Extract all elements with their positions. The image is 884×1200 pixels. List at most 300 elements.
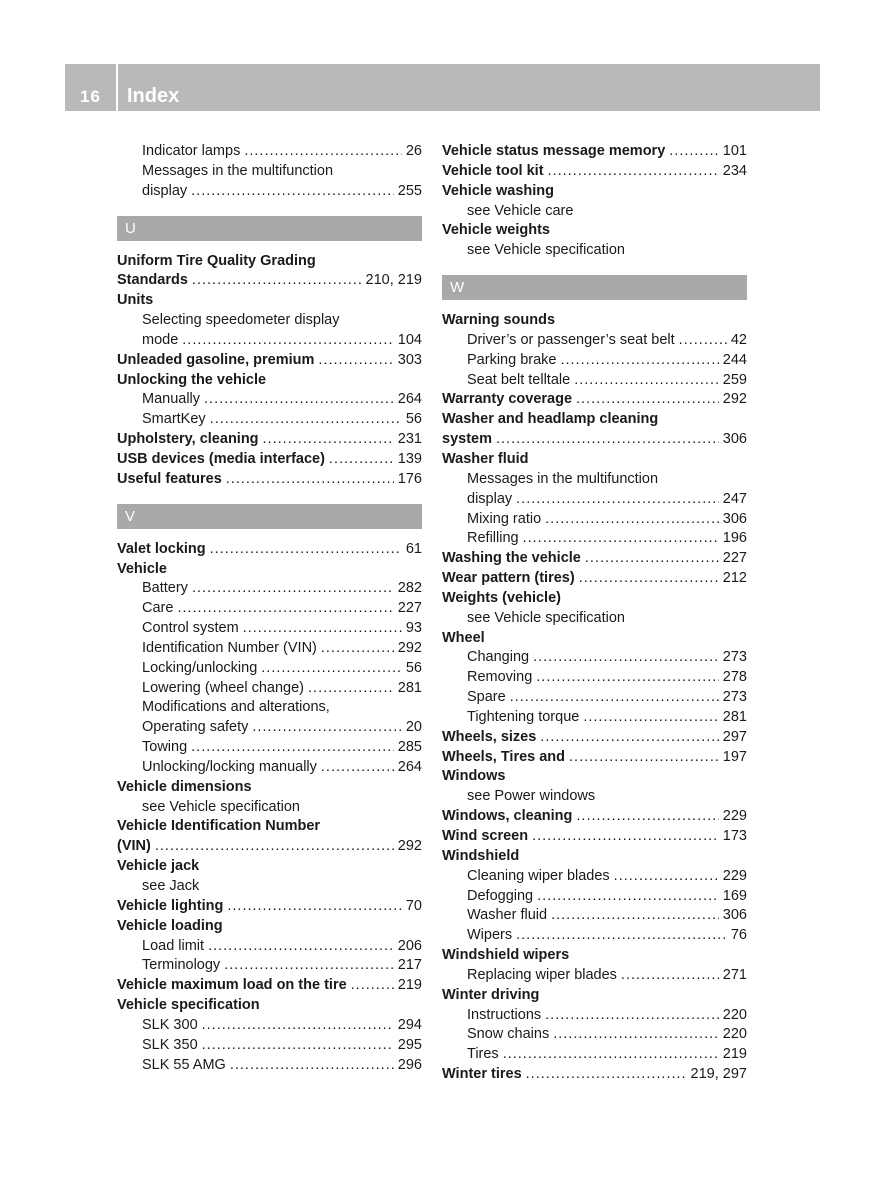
index-entry bbox=[442, 1045, 747, 1065]
dot-leader bbox=[583, 708, 718, 728]
entry-label: Changing bbox=[467, 649, 530, 666]
index-entry bbox=[442, 450, 747, 470]
index-entry bbox=[117, 817, 422, 837]
entry-label: Vehicle washing bbox=[442, 182, 555, 199]
entry-label: Washing the vehicle bbox=[442, 550, 581, 567]
dot-leader bbox=[579, 569, 719, 589]
index-entry bbox=[117, 1016, 422, 1036]
entry-page-ref: 285 bbox=[397, 739, 422, 756]
entry-page-ref: 247 bbox=[722, 490, 747, 507]
entry-page-ref: 306 bbox=[722, 431, 747, 448]
index-entry bbox=[442, 946, 747, 966]
entry-page-ref: 210, 219 bbox=[365, 272, 422, 289]
entry-label: USB devices (media interface) bbox=[117, 450, 325, 467]
index-entry bbox=[117, 182, 422, 202]
dot-leader bbox=[204, 390, 394, 410]
entry-page-ref: 61 bbox=[405, 540, 422, 557]
index-entry bbox=[442, 470, 747, 490]
index-entry bbox=[442, 629, 747, 649]
entry-page-ref: 292 bbox=[722, 391, 747, 408]
entry-page-ref: 169 bbox=[722, 887, 747, 904]
dot-leader bbox=[210, 410, 402, 430]
entry-label: see Vehicle specification bbox=[467, 609, 625, 626]
entry-label: Parking brake bbox=[467, 351, 557, 368]
entry-label: Wheels, Tires and bbox=[442, 748, 566, 765]
dot-leader bbox=[210, 540, 402, 560]
entry-label: Care bbox=[142, 600, 174, 617]
entry-label: Selecting speedometer display bbox=[142, 312, 340, 329]
entry-label: Lowering (wheel change) bbox=[142, 679, 305, 696]
dot-leader bbox=[321, 758, 394, 778]
index-entry bbox=[442, 708, 747, 728]
entry-label: Messages in the multifunction bbox=[142, 162, 334, 179]
dot-leader bbox=[227, 897, 402, 917]
entry-label: Warning sounds bbox=[442, 312, 556, 329]
entry-label: Removing bbox=[467, 669, 533, 686]
section-letter-v: V bbox=[117, 504, 422, 529]
entry-label: Windows, cleaning bbox=[442, 808, 573, 825]
entry-label: Wipers bbox=[467, 927, 513, 944]
index-entry bbox=[442, 589, 747, 609]
entry-page-ref: 70 bbox=[405, 897, 422, 914]
index-entry bbox=[442, 609, 747, 629]
dot-leader bbox=[224, 956, 394, 976]
index-entry bbox=[442, 807, 747, 827]
entry-page-ref: 244 bbox=[722, 351, 747, 368]
dot-leader bbox=[192, 271, 362, 291]
dot-leader bbox=[545, 1006, 719, 1026]
index-entry bbox=[442, 241, 747, 261]
entry-page-ref: 93 bbox=[405, 620, 422, 637]
dot-leader bbox=[545, 510, 719, 530]
dot-leader bbox=[548, 162, 719, 182]
index-entry bbox=[117, 162, 422, 182]
section-v-entries bbox=[117, 540, 422, 1076]
dot-leader bbox=[202, 1016, 394, 1036]
entry-label: Vehicle tool kit bbox=[442, 162, 544, 179]
entry-page-ref: 56 bbox=[405, 411, 422, 428]
entry-label: see Vehicle specification bbox=[142, 798, 300, 815]
entry-label: Washer fluid bbox=[442, 450, 529, 467]
index-entry bbox=[442, 906, 747, 926]
entry-label: Winter tires bbox=[442, 1066, 522, 1083]
entry-page-ref: 196 bbox=[722, 530, 747, 547]
entry-label: Washer fluid bbox=[467, 907, 548, 924]
entry-label: Weights (vehicle) bbox=[442, 589, 561, 606]
index-entry bbox=[442, 390, 747, 410]
entry-label: Wear pattern (tires) bbox=[442, 570, 575, 587]
index-entry bbox=[442, 887, 747, 907]
entry-page-ref: 173 bbox=[722, 828, 747, 844]
index-entry bbox=[117, 271, 422, 291]
entry-label: Mixing ratio bbox=[467, 510, 542, 527]
index-entry bbox=[442, 847, 747, 867]
entry-label: Vehicle dimensions bbox=[117, 778, 252, 795]
index-entry bbox=[442, 728, 747, 748]
entry-label: Unlocking/locking manually bbox=[142, 758, 317, 775]
page-title: Index bbox=[127, 85, 180, 107]
index-entry bbox=[117, 659, 422, 679]
index-entry bbox=[117, 450, 422, 470]
index-entry bbox=[117, 937, 422, 957]
section-u-entries bbox=[117, 252, 422, 490]
entry-page-ref: 231 bbox=[397, 431, 422, 448]
dot-leader bbox=[536, 668, 719, 688]
index-entry bbox=[117, 430, 422, 450]
index-entry bbox=[117, 718, 422, 738]
entry-label: Seat belt telltale bbox=[467, 371, 571, 388]
dot-leader bbox=[523, 529, 719, 549]
entry-page-ref: 197 bbox=[722, 748, 747, 765]
index-entry bbox=[442, 986, 747, 1006]
entry-label: display bbox=[142, 182, 188, 199]
index-entry bbox=[442, 867, 747, 887]
index-entry bbox=[442, 142, 747, 162]
entry-page-ref: 273 bbox=[722, 649, 747, 666]
entry-label: Vehicle maximum load on the tire bbox=[117, 977, 347, 994]
continued-entries bbox=[442, 142, 747, 261]
dot-leader bbox=[263, 430, 394, 450]
index-entry bbox=[442, 331, 747, 351]
entry-label: SLK 350 bbox=[142, 1036, 198, 1053]
entry-page-ref: 26 bbox=[405, 143, 422, 159]
entry-page-ref: 176 bbox=[397, 470, 422, 487]
entry-label: Vehicle status message memory bbox=[442, 143, 666, 159]
section-letter-w: W bbox=[442, 275, 747, 300]
index-entry bbox=[442, 569, 747, 589]
index-entry bbox=[442, 162, 747, 182]
index-entry bbox=[442, 748, 747, 768]
index-entry bbox=[117, 252, 422, 272]
entry-label: Battery bbox=[142, 580, 188, 597]
index-entry bbox=[117, 917, 422, 937]
entry-label: Locking/unlocking bbox=[142, 659, 258, 676]
dot-leader bbox=[308, 679, 394, 699]
index-entry bbox=[117, 956, 422, 976]
index-entry bbox=[117, 142, 422, 162]
index-entry bbox=[442, 430, 747, 450]
entry-page-ref: 297 bbox=[722, 728, 747, 745]
index-entry bbox=[117, 897, 422, 917]
dot-leader bbox=[551, 906, 719, 926]
entry-label: see Jack bbox=[142, 878, 200, 894]
dot-leader bbox=[614, 867, 719, 887]
entry-label: Wheels, sizes bbox=[442, 728, 537, 745]
index-column-right bbox=[442, 142, 747, 1085]
index-entry bbox=[442, 1025, 747, 1045]
index-entry bbox=[442, 767, 747, 787]
entry-label: Windshield wipers bbox=[442, 947, 570, 964]
entry-page-ref: 227 bbox=[397, 600, 422, 617]
dot-leader bbox=[553, 1025, 719, 1045]
index-entry bbox=[117, 619, 422, 639]
entry-page-ref: 271 bbox=[722, 966, 747, 983]
index-entry bbox=[442, 221, 747, 241]
entry-page-ref: 76 bbox=[730, 927, 747, 944]
index-entry bbox=[442, 182, 747, 202]
entry-label: Cleaning wiper blades bbox=[467, 867, 610, 884]
dot-leader bbox=[351, 976, 394, 996]
entry-page-ref: 139 bbox=[397, 450, 422, 467]
index-entry bbox=[442, 410, 747, 430]
entry-label: Upholstery, cleaning bbox=[117, 431, 259, 448]
index-entry bbox=[117, 976, 422, 996]
dot-leader bbox=[321, 639, 394, 659]
index-entry bbox=[117, 996, 422, 1016]
entry-label: Units bbox=[117, 292, 154, 309]
page-number: 16 bbox=[80, 87, 101, 106]
index-entry bbox=[117, 798, 422, 818]
entry-page-ref: 227 bbox=[722, 550, 747, 567]
entry-label: Snow chains bbox=[467, 1026, 550, 1043]
entry-label: Valet locking bbox=[117, 540, 206, 557]
entry-label: Washer and headlamp cleaning bbox=[442, 411, 659, 428]
entry-page-ref: 296 bbox=[397, 1056, 422, 1073]
entry-label: Operating safety bbox=[142, 719, 249, 736]
entry-label: Control system bbox=[142, 620, 239, 637]
dot-leader bbox=[585, 549, 719, 569]
index-entry bbox=[442, 490, 747, 510]
section-w-entries bbox=[442, 311, 747, 1085]
index-entry bbox=[117, 560, 422, 580]
dot-leader bbox=[329, 450, 394, 470]
entry-page-ref: 219 bbox=[397, 977, 422, 994]
entry-label: system bbox=[442, 431, 492, 448]
entry-page-ref: 281 bbox=[397, 679, 422, 696]
dot-leader bbox=[516, 490, 719, 510]
entry-label: Winter driving bbox=[442, 986, 540, 1003]
dot-leader bbox=[510, 688, 719, 708]
entry-label: Warranty coverage bbox=[442, 391, 573, 408]
index-entry bbox=[442, 371, 747, 391]
entry-label: Refilling bbox=[467, 530, 519, 547]
entry-page-ref: 220 bbox=[722, 1026, 747, 1043]
entry-label: Messages in the multifunction bbox=[467, 470, 659, 487]
entry-page-ref: 281 bbox=[722, 708, 747, 725]
entry-label: Spare bbox=[467, 689, 506, 706]
entry-label: Vehicle weights bbox=[442, 222, 550, 239]
index-entry bbox=[117, 410, 422, 430]
dot-leader bbox=[560, 351, 718, 371]
dot-leader bbox=[496, 430, 719, 450]
index-entry bbox=[117, 857, 422, 877]
dot-leader bbox=[191, 182, 394, 202]
index-entry bbox=[117, 390, 422, 410]
entry-label: Useful features bbox=[117, 470, 222, 487]
entry-label: see Vehicle care bbox=[467, 202, 574, 219]
entry-page-ref: 229 bbox=[722, 867, 747, 884]
entry-page-ref: 259 bbox=[722, 371, 747, 388]
index-entry bbox=[442, 529, 747, 549]
index-entry bbox=[442, 1065, 747, 1085]
entry-label: SLK 55 AMG bbox=[142, 1056, 226, 1073]
dot-leader bbox=[208, 937, 394, 957]
index-entry bbox=[117, 837, 422, 857]
index-entry bbox=[442, 668, 747, 688]
entry-page-ref: 292 bbox=[397, 838, 422, 855]
entry-page-ref: 264 bbox=[397, 391, 422, 408]
entry-label: Vehicle loading bbox=[117, 917, 223, 934]
entry-label: Vehicle lighting bbox=[117, 897, 224, 914]
entry-label: Indicator lamps bbox=[142, 143, 241, 159]
index-entry bbox=[117, 599, 422, 619]
entry-page-ref: 234 bbox=[722, 162, 747, 179]
dot-leader bbox=[192, 579, 394, 599]
dot-leader bbox=[202, 1036, 394, 1056]
entry-label: Defogging bbox=[467, 887, 534, 904]
entry-page-ref: 212 bbox=[722, 570, 747, 587]
index-entry bbox=[117, 291, 422, 311]
dot-leader bbox=[243, 619, 402, 639]
entry-page-ref: 220 bbox=[722, 1006, 747, 1023]
entry-label: Tires bbox=[467, 1046, 499, 1063]
entry-page-ref: 255 bbox=[397, 182, 422, 199]
index-entry bbox=[442, 926, 747, 946]
entry-label: Vehicle jack bbox=[117, 858, 200, 875]
entry-label: Unlocking the vehicle bbox=[117, 371, 267, 388]
index-entry bbox=[117, 470, 422, 490]
entry-label: Windows bbox=[442, 768, 506, 785]
entry-label: (VIN) bbox=[117, 838, 151, 855]
index-entry bbox=[442, 1006, 747, 1026]
index-entry bbox=[442, 648, 747, 668]
dot-leader bbox=[252, 718, 401, 738]
entry-label: see Vehicle specification bbox=[467, 242, 625, 259]
entry-page-ref: 229 bbox=[722, 808, 747, 825]
entry-label: Terminology bbox=[142, 957, 221, 974]
dot-leader bbox=[569, 748, 719, 768]
index-entry bbox=[442, 966, 747, 986]
entry-label: Unleaded gasoline, premium bbox=[117, 351, 315, 368]
entry-page-ref: 56 bbox=[405, 659, 422, 676]
entry-page-ref: 303 bbox=[397, 351, 422, 368]
entry-label: SLK 300 bbox=[142, 1016, 198, 1033]
index-entry bbox=[117, 1056, 422, 1076]
index-entry bbox=[442, 202, 747, 222]
index-entry bbox=[117, 540, 422, 560]
index-entry bbox=[117, 738, 422, 758]
index-entry bbox=[442, 787, 747, 807]
dot-leader bbox=[177, 599, 393, 619]
entry-page-ref: 206 bbox=[397, 937, 422, 954]
entry-label: Replacing wiper blades bbox=[467, 966, 617, 983]
dot-leader bbox=[621, 966, 719, 986]
index-entry bbox=[117, 778, 422, 798]
index-entry bbox=[117, 758, 422, 778]
dot-leader bbox=[526, 1065, 687, 1085]
section-letter-u: U bbox=[117, 216, 422, 241]
index-column-left bbox=[117, 142, 422, 1075]
dot-leader bbox=[576, 390, 719, 410]
entry-label: Modifications and alterations, bbox=[142, 699, 330, 716]
index-entry bbox=[117, 351, 422, 371]
index-entry bbox=[117, 311, 422, 331]
dot-leader bbox=[574, 371, 719, 391]
dot-leader bbox=[230, 1056, 394, 1076]
entry-page-ref: 278 bbox=[722, 669, 747, 686]
dot-leader bbox=[669, 142, 719, 162]
entry-label: Vehicle Identification Number bbox=[117, 818, 321, 835]
entry-page-ref: 306 bbox=[722, 907, 747, 924]
entry-label: Wind screen bbox=[442, 828, 529, 844]
entry-label: Load limit bbox=[142, 937, 205, 954]
entry-label: see Power windows bbox=[467, 788, 596, 805]
dot-leader bbox=[191, 738, 394, 758]
dot-leader bbox=[318, 351, 393, 371]
index-entry bbox=[117, 639, 422, 659]
entry-page-ref: 42 bbox=[730, 331, 747, 348]
entry-label: Wheel bbox=[442, 629, 485, 646]
entry-label: Towing bbox=[142, 739, 188, 756]
dot-leader bbox=[679, 331, 727, 351]
entry-page-ref: 306 bbox=[722, 510, 747, 527]
continued-entries bbox=[117, 142, 422, 202]
entry-page-ref: 294 bbox=[397, 1016, 422, 1033]
dot-leader bbox=[182, 331, 394, 351]
entry-label: Manually bbox=[142, 391, 201, 408]
dot-leader bbox=[540, 728, 719, 748]
entry-page-ref: 219, 297 bbox=[690, 1066, 747, 1083]
index-entry bbox=[442, 510, 747, 530]
dot-leader bbox=[226, 470, 394, 490]
index-entry bbox=[117, 331, 422, 351]
entry-page-ref: 295 bbox=[397, 1036, 422, 1053]
entry-page-ref: 264 bbox=[397, 758, 422, 775]
entry-page-ref: 282 bbox=[397, 580, 422, 597]
dot-leader bbox=[155, 837, 394, 857]
dot-leader bbox=[503, 1045, 719, 1065]
index-entry bbox=[117, 371, 422, 391]
entry-page-ref: 101 bbox=[722, 143, 747, 159]
entry-page-ref: 217 bbox=[397, 957, 422, 974]
index-entry bbox=[117, 877, 422, 897]
index-entry bbox=[442, 351, 747, 371]
index-entry bbox=[117, 698, 422, 718]
entry-label: Tightening torque bbox=[467, 708, 580, 725]
page-header bbox=[65, 64, 820, 111]
entry-label: Standards bbox=[117, 272, 188, 289]
entry-label: Instructions bbox=[467, 1006, 542, 1023]
dot-leader bbox=[516, 926, 727, 946]
entry-page-ref: 292 bbox=[397, 639, 422, 656]
index-entry bbox=[442, 311, 747, 331]
index-entry bbox=[442, 688, 747, 708]
entry-page-ref: 20 bbox=[405, 719, 422, 736]
index-entry bbox=[117, 579, 422, 599]
entry-label: Uniform Tire Quality Grading bbox=[117, 252, 316, 269]
index-entry bbox=[117, 679, 422, 699]
dot-leader bbox=[261, 659, 402, 679]
dot-leader bbox=[533, 648, 719, 668]
entry-label: Identification Number (VIN) bbox=[142, 639, 317, 656]
entry-label: Vehicle specification bbox=[117, 997, 260, 1014]
dot-leader bbox=[576, 807, 718, 827]
header-divider bbox=[116, 64, 118, 111]
index-entry bbox=[117, 1036, 422, 1056]
index-entry bbox=[442, 827, 747, 847]
index-entry bbox=[442, 549, 747, 569]
entry-label: Vehicle bbox=[117, 560, 167, 577]
entry-label: SmartKey bbox=[142, 411, 206, 428]
entry-page-ref: 273 bbox=[722, 689, 747, 706]
dot-leader bbox=[532, 827, 719, 847]
entry-page-ref: 219 bbox=[722, 1046, 747, 1063]
entry-page-ref: 104 bbox=[397, 331, 422, 348]
entry-label: display bbox=[467, 490, 513, 507]
dot-leader bbox=[537, 887, 719, 907]
entry-label: mode bbox=[142, 331, 179, 348]
entry-label: Driver’s or passenger’s seat belt bbox=[467, 331, 675, 348]
